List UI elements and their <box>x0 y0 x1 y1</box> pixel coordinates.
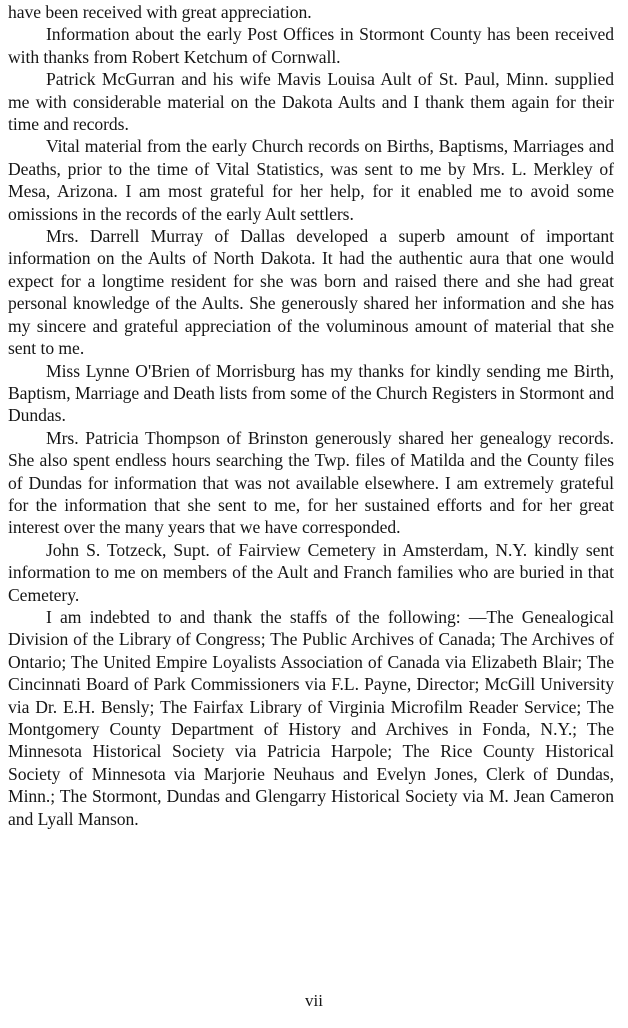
paragraph-post-offices: Information about the early Post Offices in Stormont County has been received with thanks from Robert Ketchum of Cornwall. <box>8 24 614 67</box>
body-text <box>8 1 614 830</box>
paragraph-church-records: Vital material from the early Church records on Births, Baptisms, Marriages and Deaths, prior to the time of Vital Statistics, was sent to me by Mrs. L. Merkley of Mesa, Arizona. I am most grateful for her help, for it enabled me to avoid some omissions in the records of the early Ault settlers. <box>8 136 614 224</box>
paragraph-thompson: Mrs. Patricia Thompson of Brinston generously shared her genealogy records. She also spent endless hours searching the Twp. files of Matilda and the County files of Dundas for information that was not available elsewhere. I am extremely grateful for the information that she sent to me, for her sustained efforts and for her great interest over the many years that we have corresponded. <box>8 427 614 538</box>
paragraph-totzeck: John S. Totzeck, Supt. of Fairview Cemetery in Amsterdam, N.Y. kindly sent information to me on members of the Ault and Franch families who are buried in that Cemetery. <box>8 539 614 605</box>
paragraph-continuation: have been received with great appreciation. <box>8 2 312 22</box>
page-number: vii <box>305 991 323 1010</box>
paragraph-institutions: I am indebted to and thank the staffs of the following: —The Genealogical Division of the Library of Congress; The Public Archives of Canada; The Archives of Ontario; The United Empire Loyalists Association of Canada via Elizabeth Blair; The Cincinnati Board of Park Commissioners via F.L. Payne, Director; McGill University via Dr. E.H. Bensly; The Fairfax Library of Virginia Microfilm Reader Service; The Montgomery County Department of History and Archives in Fonda, N.Y.; The Minnesota Historical Society via Patricia Harpole; The Rice County Historical Society of Minnesota via Marjorie Neuhaus and Evelyn Jones, Clerk of Dundas, Minn.; The Stormont, Dundas and Glengarry Historical Society via M. Jean Cameron and Lyall Manson. <box>8 606 614 829</box>
paragraph-murray: Mrs. Darrell Murray of Dallas developed a superb amount of important information on the Aults of North Dakota. It had the authentic aura that one would expect for a longtime resident for she was born and raised there and she had great personal knowledge of the Aults. She generously shared her information and she has my sincere and grateful appreciation of the voluminous amount of material that she sent to me. <box>8 226 614 359</box>
paragraph-mcgurran: Patrick McGurran and his wife Mavis Louisa Ault of St. Paul, Minn. supplied me with considerable material on the Dakota Aults and I thank them again for their time and records. <box>8 69 614 135</box>
paragraph-obrien: Miss Lynne O'Brien of Morrisburg has my thanks for kindly sending me Birth, Baptism, Marriage and Death lists from some of the Church Registers in Stormont and Dundas. <box>8 360 614 426</box>
